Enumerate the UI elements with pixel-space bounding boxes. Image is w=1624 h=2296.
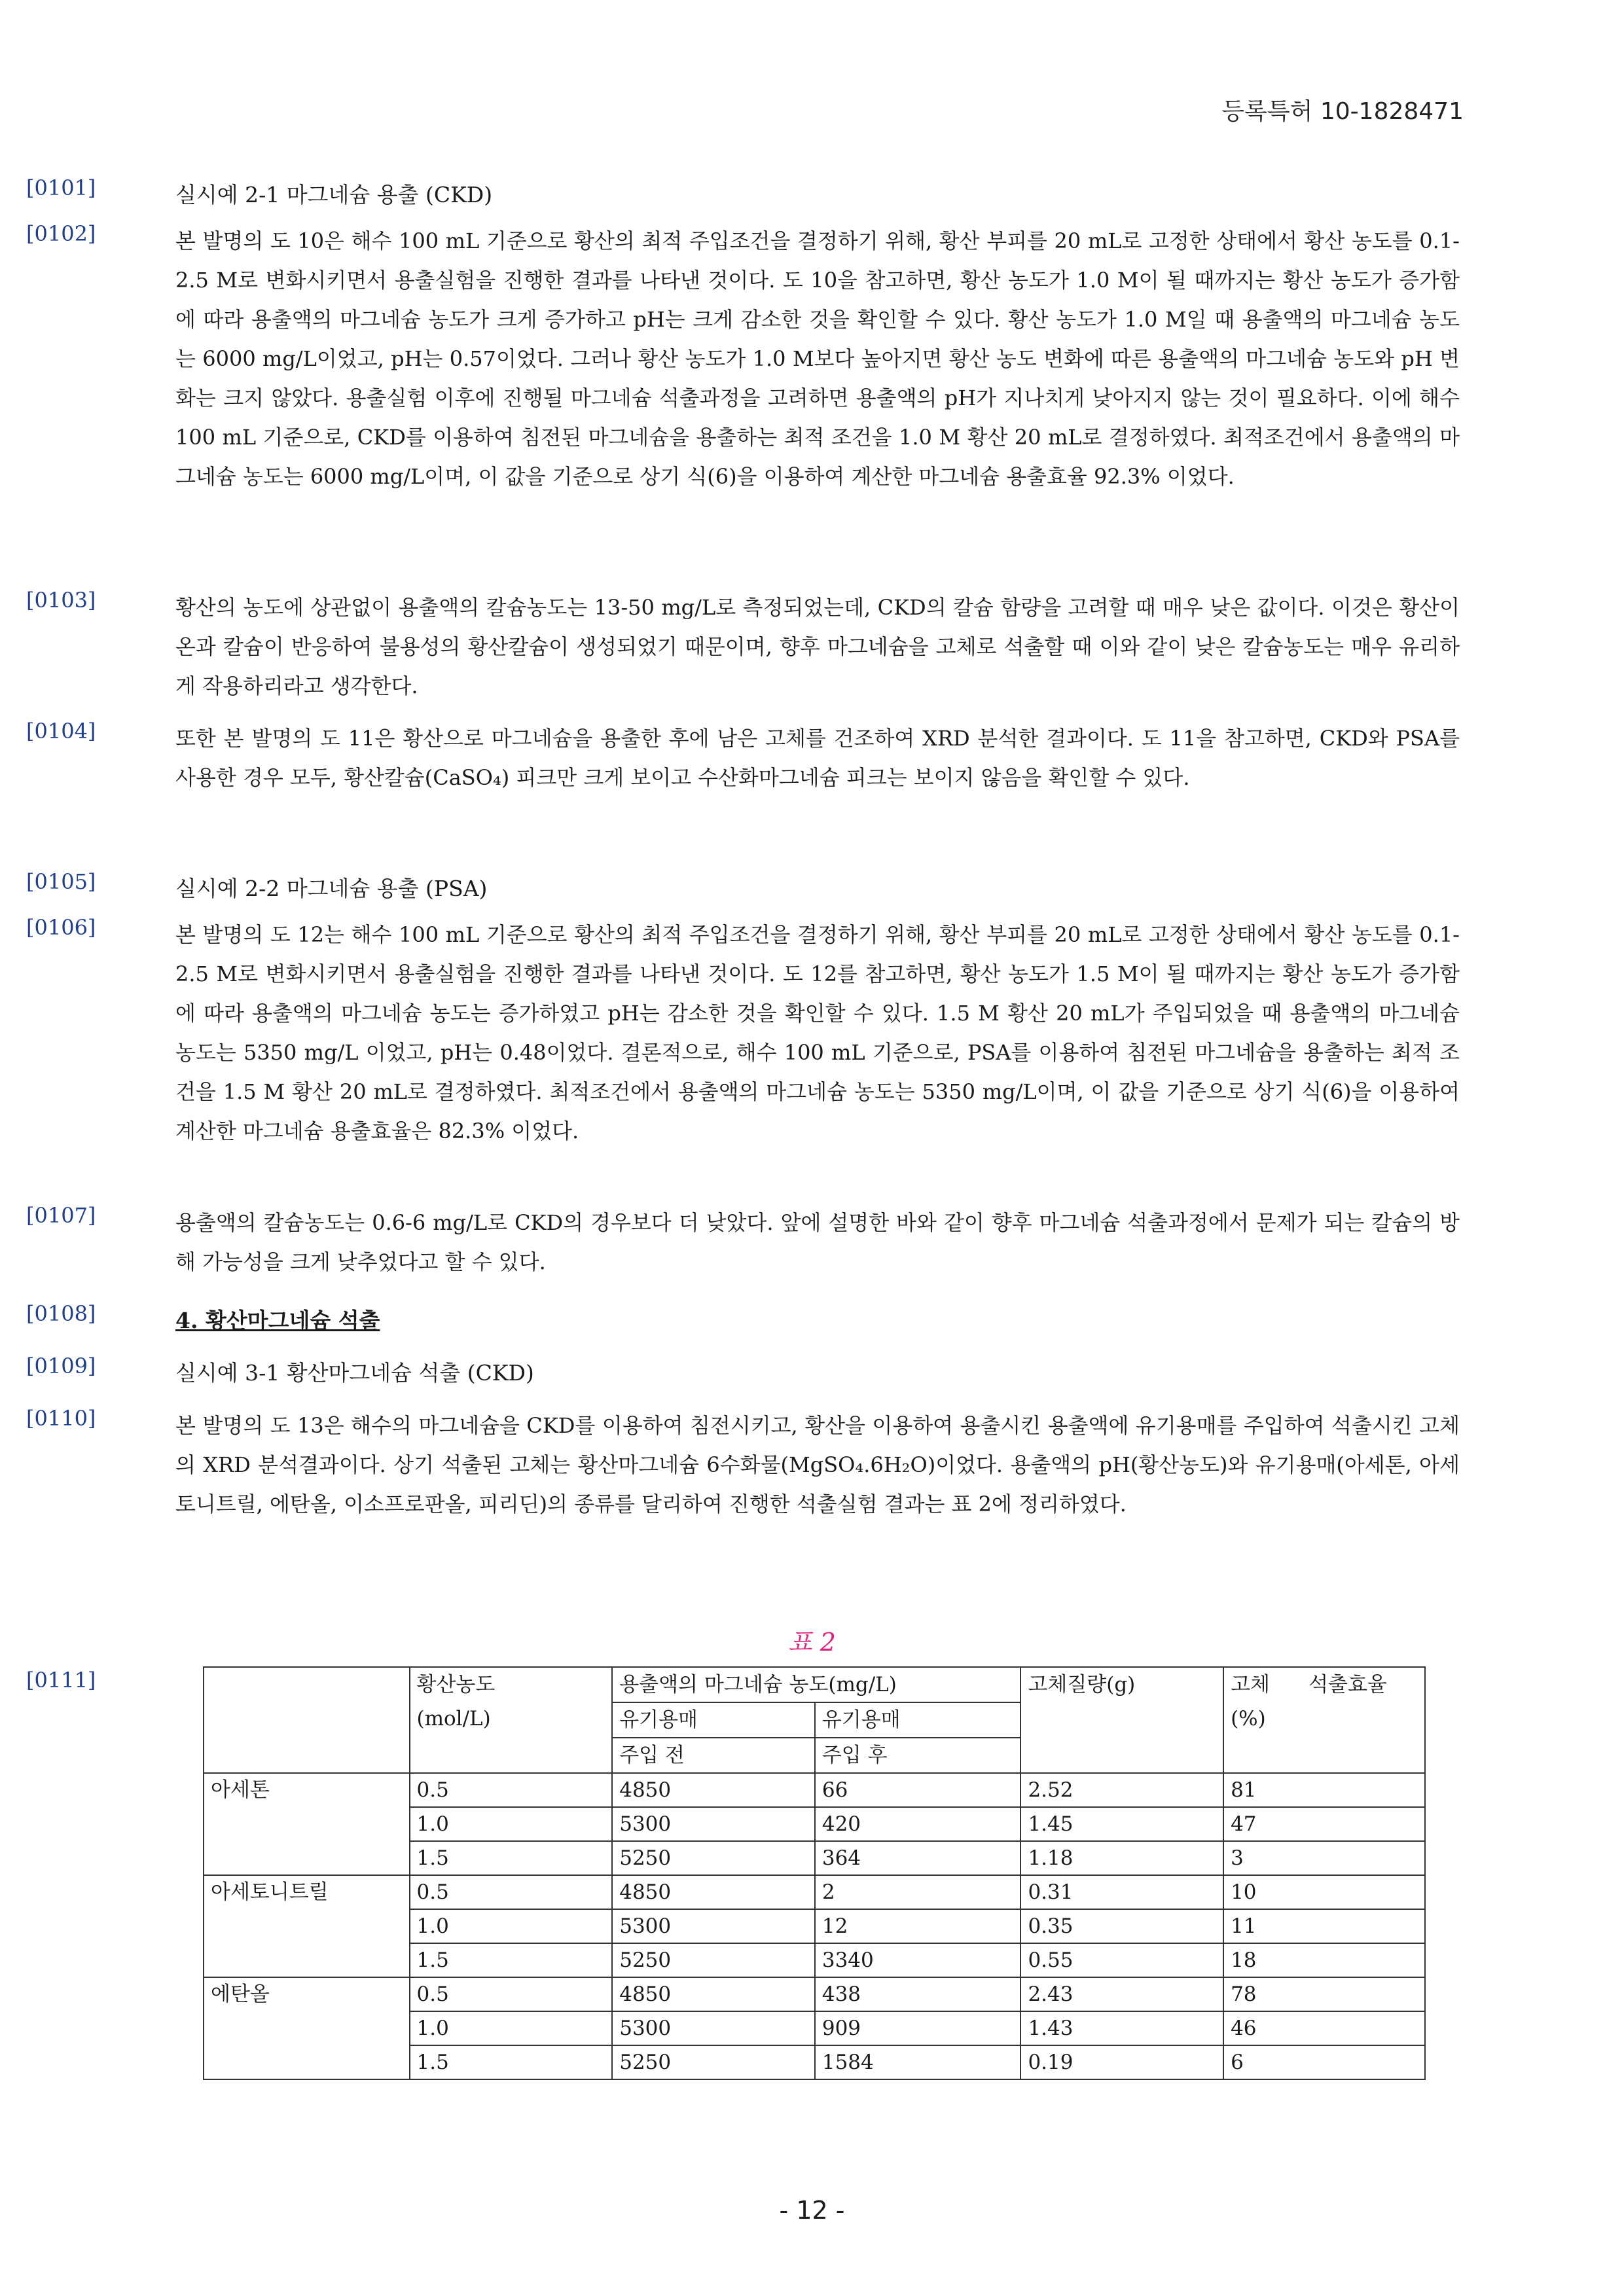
- eff-cell: 78: [1223, 1977, 1425, 2011]
- mass-cell: 0.31: [1020, 1875, 1223, 1909]
- before-cell: 5250: [612, 1943, 815, 1977]
- eff-cell: 10: [1223, 1875, 1425, 1909]
- mass-cell: 2.52: [1020, 1773, 1223, 1807]
- solvent-cell: 아세톤: [204, 1773, 410, 1875]
- paragraph-number: [0101]: [26, 175, 96, 200]
- eff-cell: 11: [1223, 1909, 1425, 1943]
- paragraph-number: [0108]: [26, 1301, 96, 1326]
- section-heading: 실시예 3-1 황산마그네슘 석출 (CKD): [175, 1360, 534, 1386]
- after-cell: 364: [815, 1841, 1021, 1875]
- solvent-cell: 에탄올: [204, 1977, 410, 2079]
- paragraph-number: [0111]: [26, 1668, 96, 1693]
- header-unit: (mol/L): [416, 1707, 491, 1731]
- eff-cell: 3: [1223, 1841, 1425, 1875]
- header-text: 황산농도: [416, 1673, 496, 1696]
- table-header-row: [204, 1667, 1425, 1702]
- mass-cell: 0.55: [1020, 1943, 1223, 1977]
- before-cell: 4850: [612, 1773, 815, 1807]
- eff-cell: 47: [1223, 1807, 1425, 1841]
- after-cell: 3340: [815, 1943, 1021, 1977]
- paragraph-text: 본 발명의 도 13은 해수의 마그네슘을 CKD를 이용하여 침전시키고, 황산을 이용하여 용출시킨 용출액에 유기용매를 주입하여 석출시킨 고체의 XRD 분석결과이다. 상기 석출된 고체는 황산마그네슘 6수화물(MgSO₄.6H₂O)이었다. 용출액의 pH(황산농도)와 유기용매(아세톤, 아세토니트릴, 에탄올, 이소프로판올, 피리딘)의 종류를 달리하여 진행한 석출실험 결과는 표 2에 정리하였다.: [175, 1413, 1460, 1516]
- paragraph-text: 용출액의 칼슘농도는 0.6-6 mg/L로 CKD의 경우보다 더 낮았다. 앞에 설명한 바와 같이 향후 마그네슘 석출과정에서 문제가 되는 칼슘의 방해 가능성을 크게 낮추었다고 할 수 있다.: [175, 1210, 1460, 1274]
- conc-cell: 1.5: [410, 1841, 613, 1875]
- after-cell: 66: [815, 1773, 1021, 1807]
- page-number: - 12 -: [779, 2196, 845, 2225]
- header-solid-mass: 고체질량(g): [1020, 1667, 1223, 1773]
- section-heading: 4. 황산마그네슘 석출: [175, 1308, 380, 1333]
- patent-number-header: 등록특허 10-1828471: [1221, 98, 1464, 125]
- conc-cell: 0.5: [410, 1977, 613, 2011]
- conc-cell: 0.5: [410, 1773, 613, 1807]
- paragraph-text: 황산의 농도에 상관없이 용출액의 칼슘농도는 13-50 mg/L로 측정되었는데, CKD의 칼슘 함량을 고려할 때 매우 낮은 값이다. 이것은 황산이온과 칼슘이 반응하여 불용성의 황산칼슘이 생성되었기 때문이며, 향후 마그네슘을 고체로 석출할 때 이와 같이 낮은 칼슘농도는 매우 유리하게 작용하리라고 생각한다.: [175, 595, 1460, 698]
- paragraph-number: [0104]: [26, 719, 96, 744]
- conc-cell: 1.0: [410, 1807, 613, 1841]
- before-cell: 5300: [612, 1909, 815, 1943]
- paragraph-number: [0106]: [26, 915, 96, 940]
- before-cell: 5300: [612, 1807, 815, 1841]
- header-before: 유기용매: [612, 1702, 815, 1738]
- mass-cell: 0.19: [1020, 2045, 1223, 2079]
- before-cell: 5250: [612, 2045, 815, 2079]
- after-cell: 12: [815, 1909, 1021, 1943]
- before-cell: 5250: [612, 1841, 815, 1875]
- after-cell: 438: [815, 1977, 1021, 2011]
- section-heading: 실시예 2-1 마그네슘 용출 (CKD): [175, 182, 493, 207]
- section-heading: 실시예 2-2 마그네슘 용출 (PSA): [175, 876, 488, 901]
- solvent-cell: 아세토니트릴: [204, 1875, 410, 1977]
- paragraph-number: [0105]: [26, 869, 96, 894]
- table-title: 표 2: [788, 1628, 836, 1657]
- paragraph-text: 본 발명의 도 10은 해수 100 mL 기준으로 황산의 최적 주입조건을 결정하기 위해, 황산 부피를 20 mL로 고정한 상태에서 황산 농도를 0.1-2.5 M로 변화시키면서 용출실험을 진행한 결과를 나타낸 것이다. 도 10을 참고하면, 황산 농도가 1.0 M이 될 때까지는 황산 농도가 증가함에 따라 용출액의 마그네슘 농도가 크게 증가하고 pH는 크게 감소한 것을 확인할 수 있다. 황산 농도가 1.0 M일 때 용출액의 마그네슘 농도는 6000 mg/L이었고, pH는 0.57이었다. 그러나 황산 농도가 1.0 M보다 높아지면 황산 농도 변화에 따른 용출액의 마그네슘 농도와 pH 변화는 크지 않았다. 용출실험 이후에 진행될 마그네슘 석출과정을 고려하면 용출액의 pH가 지나치게 낮아지지 않는 것이 필요하다. 이에 해수 100 mL 기준으로, CKD를 이용하여 침전된 마그네슘을 용출하는 최적 조건을 1.0 M 황산 20 mL로 결정하였다. 최적조건에서 용출액의 마그네슘 농도는 6000 mg/L이며, 이 값을 기준으로 상기 식(6)을 이용하여 계산한 마그네슘 용출효율 92.3% 이었다.: [175, 228, 1460, 489]
- header-sulfuric-conc: [410, 1667, 613, 1773]
- conc-cell: 1.5: [410, 2045, 613, 2079]
- results-table: [203, 1666, 1426, 2080]
- after-cell: 420: [815, 1807, 1021, 1841]
- conc-cell: 0.5: [410, 1875, 613, 1909]
- after-cell: 909: [815, 2011, 1021, 2045]
- table-row: [204, 1773, 1425, 1807]
- mass-cell: 0.35: [1020, 1909, 1223, 1943]
- table-row: [204, 1875, 1425, 1909]
- paragraph-number: [0103]: [26, 588, 96, 613]
- mass-cell: 1.43: [1020, 2011, 1223, 2045]
- paragraph-text: 또한 본 발명의 도 11은 황산으로 마그네슘을 용출한 후에 남은 고체를 건조하여 XRD 분석한 결과이다. 도 11을 참고하면, CKD와 PSA를 사용한 경우 모두, 황산칼슘(CaSO₄) 피크만 크게 보이고 수산화마그네슘 피크는 보이지 않음을 확인할 수 있다.: [175, 726, 1460, 790]
- mass-cell: 1.45: [1020, 1807, 1223, 1841]
- paragraph-number: [0102]: [26, 221, 96, 246]
- before-cell: 4850: [612, 1977, 815, 2011]
- table-row: [204, 1977, 1425, 2011]
- header-mg-conc: 용출액의 마그네슘 농도(mg/L): [612, 1667, 1020, 1702]
- before-cell: 5300: [612, 2011, 815, 2045]
- paragraph-number: [0107]: [26, 1203, 96, 1228]
- eff-cell: 81: [1223, 1773, 1425, 1807]
- paragraph-text: 본 발명의 도 12는 해수 100 mL 기준으로 황산의 최적 주입조건을 결정하기 위해, 황산 부피를 20 mL로 고정한 상태에서 황산 농도를 0.1-2.5 M로 변화시키면서 용출실험을 진행한 결과를 나타낸 것이다. 도 12를 참고하면, 황산 농도가 1.5 M이 될 때까지는 황산 농도가 증가함에 따라 용출액의 마그네슘 농도는 증가하였고 pH는 감소한 것을 확인할 수 있다. 1.5 M 황산 20 mL가 주입되었을 때 용출액의 마그네슘 농도는 5350 mg/L 이었고, pH는 0.48이었다. 결론적으로, 해수 100 mL 기준으로, PSA를 이용하여 침전된 마그네슘을 용출하는 최적 조건을 1.5 M 황산 20 mL로 결정하였다. 최적조건에서 용출액의 마그네슘 농도는 5350 mg/L이며, 이 값을 기준으로 상기 식(6)을 이용하여 계산한 마그네슘 용출효율은 82.3% 이었다.: [175, 922, 1460, 1143]
- conc-cell: 1.5: [410, 1943, 613, 1977]
- after-cell: 2: [815, 1875, 1021, 1909]
- paragraph-number: [0110]: [26, 1406, 96, 1431]
- header-after-sub: 주입 후: [815, 1738, 1021, 1773]
- eff-cell: 18: [1223, 1943, 1425, 1977]
- header-solvent: [204, 1667, 410, 1773]
- header-after: 유기용매: [815, 1702, 1021, 1738]
- after-cell: 1584: [815, 2045, 1021, 2079]
- header-unit: (%): [1231, 1707, 1266, 1731]
- mass-cell: 2.43: [1020, 1977, 1223, 2011]
- eff-cell: 46: [1223, 2011, 1425, 2045]
- eff-cell: 6: [1223, 2045, 1425, 2079]
- header-efficiency: [1223, 1667, 1425, 1773]
- paragraph-number: [0109]: [26, 1354, 96, 1378]
- header-before-sub: 주입 전: [612, 1738, 815, 1773]
- conc-cell: 1.0: [410, 2011, 613, 2045]
- mass-cell: 1.18: [1020, 1841, 1223, 1875]
- before-cell: 4850: [612, 1875, 815, 1909]
- conc-cell: 1.0: [410, 1909, 613, 1943]
- header-text: 고체 석출효율: [1231, 1673, 1387, 1696]
